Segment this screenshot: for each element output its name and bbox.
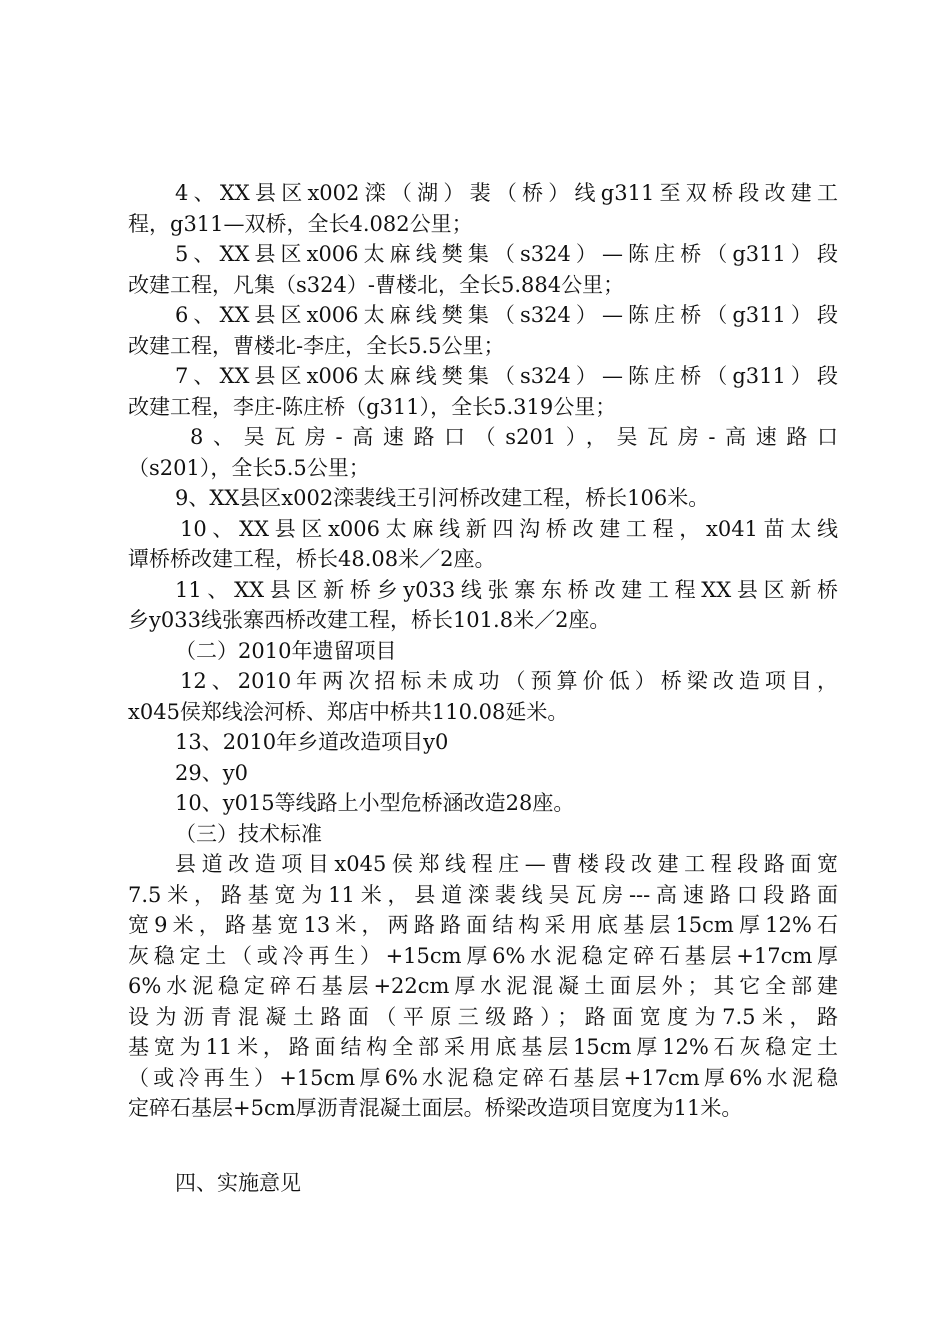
item-5-line-1: 5、XX县区x006太麻线樊集（s324）—陈庄桥（g311）段: [175, 242, 838, 266]
tech-standard-line-2: 7.5米，路基宽为11米，县道滦裴线吴瓦房---高速路口段路面: [128, 882, 838, 907]
item-11-line-1: 11、XX县区新桥乡y033线张寨东桥改建工程XX县区新桥: [175, 577, 838, 602]
item-8-line-1: 8、吴瓦房-高速路口（s201），吴瓦房-高速路口: [190, 425, 838, 449]
item-4-line-1: 4、XX县区x002滦（湖）裴（桥）线g311至双桥段改建工: [175, 181, 838, 205]
item-13-line-1: 13、2010年乡道改造项目y0: [175, 730, 449, 754]
item-10-line-2: 谭桥桥改建工程，桥长48.08米／2座。: [128, 547, 496, 571]
paragraph-gap: [128, 1124, 838, 1168]
item-12-line-2: x045侯郑线浍河桥、郑店中桥共110.08延米。: [128, 699, 569, 724]
item-9-line-1: 9、XX县区x002滦裴线王引河桥改建工程，桥长106米。: [175, 486, 710, 510]
item-13-line-2: 29、y0: [175, 760, 248, 785]
item-7-line-1: 7、XX县区x006太麻线樊集（s324）—陈庄桥（g311）段: [175, 364, 838, 388]
tech-standard-line-6: 设为沥青混凝土路面（平原三级路）；路面宽度为7.5米，路: [128, 1004, 838, 1029]
section-3-heading: （三）技术标准: [175, 821, 322, 846]
tech-standard-line-1: 县道改造项目x045侯郑线程庄—曹楼段改建工程段路面宽: [175, 852, 838, 876]
item-8-line-2: （s201），全长5.5公里；: [128, 455, 370, 480]
item-12-line-1: 12、2010年两次招标未成功（预算价低）桥梁改造项目，: [180, 669, 838, 693]
item-10b-line-1: 10、y015等线路上小型危桥涵改造28座。: [175, 791, 575, 815]
section-2-heading: （二）2010年遗留项目: [175, 638, 397, 663]
tech-standard-line-8: （或冷再生）+15cm厚6%水泥稳定碎石基层+17cm厚6%水泥稳: [128, 1065, 838, 1090]
tech-standard-line-3: 宽9米，路基宽13米，两路路面结构采用底基层15cm厚12%石: [128, 913, 838, 937]
section-4-heading: 四、实施意见: [175, 1170, 301, 1195]
item-4-line-2: 程，g311—双桥，全长4.082公里；: [128, 211, 473, 236]
tech-standard-line-7: 基宽为11米，路面结构全部采用底基层15cm厚12%石灰稳定土: [128, 1035, 838, 1059]
item-7-line-2: 改建工程，李庄-陈庄桥（g311），全长5.319公里；: [128, 394, 617, 419]
item-10-line-1: 10、XX县区x006太麻线新四沟桥改建工程，x041苗太线: [180, 516, 838, 541]
tech-standard-line-4: 灰稳定土（或冷再生）+15cm厚6%水泥稳定碎石基层+17cm厚: [128, 943, 838, 968]
tech-standard-line-5: 6%水泥稳定碎石基层+22cm厚水泥混凝土面层外；其它全部建: [128, 974, 838, 998]
item-11-line-2: 乡y033线张寨西桥改建工程，桥长101.8米／2座。: [128, 608, 611, 632]
item-5-line-2: 改建工程，凡集（s324）-曹楼北，全长5.884公里；: [128, 272, 625, 297]
document-body: [128, 178, 838, 1198]
item-6-line-2: 改建工程，曹楼北-李庄，全长5.5公里；: [128, 333, 505, 358]
item-6-line-1: 6、XX县区x006太麻线樊集（s324）—陈庄桥（g311）段: [175, 303, 838, 327]
tech-standard-line-9: 定碎石基层+5cm厚沥青混凝土面层。桥梁改造项目宽度为11米。: [128, 1096, 743, 1120]
